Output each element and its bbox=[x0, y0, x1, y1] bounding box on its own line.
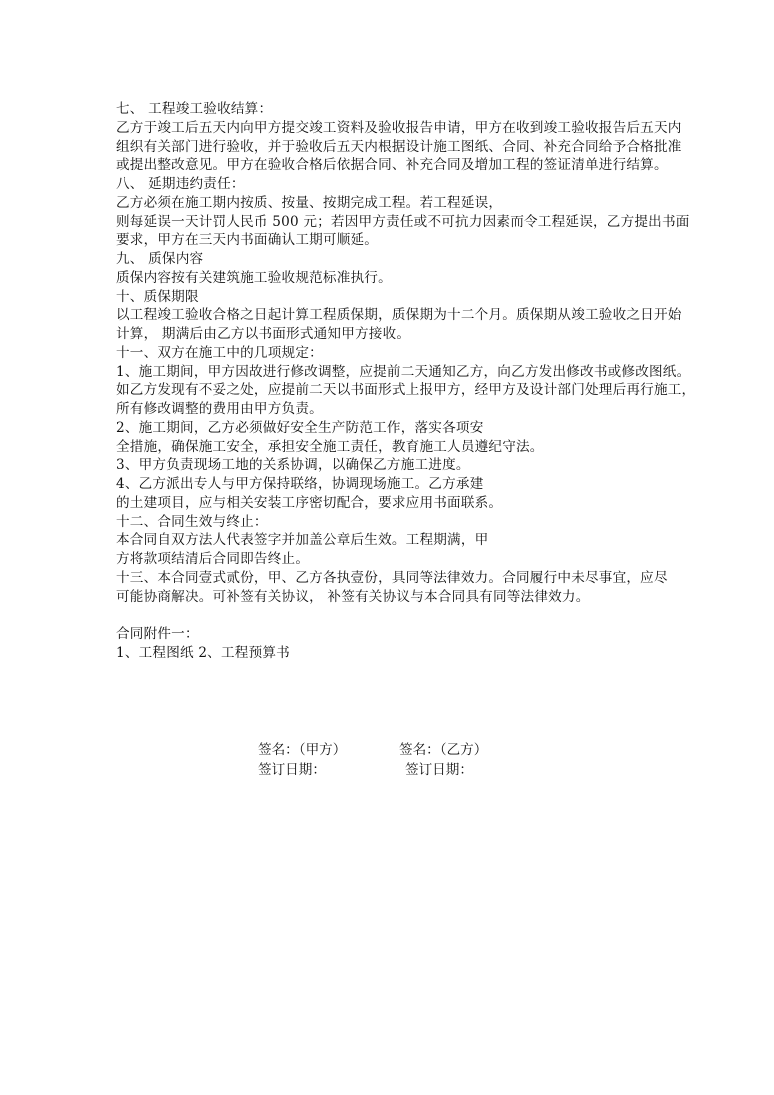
text-line: 以工程竣工验收合格之日起计算工程质保期，质保期为十二个月。质保期从竣工验收之日开始 bbox=[116, 307, 682, 324]
text-line: 十二、合同生效与终止： bbox=[116, 513, 268, 530]
text-line: 质保内容按有关建筑施工验收规范标准执行。 bbox=[116, 269, 392, 286]
text-line: 十一、双方在施工中的几项规定： bbox=[116, 344, 323, 361]
text-line: 方将款项结清后合同即告终止。 bbox=[116, 551, 310, 567]
text-line: 十、质保期限 bbox=[116, 288, 199, 305]
party-b-date-label: 签订日期： bbox=[405, 762, 473, 778]
text-line: 2、施工期间，乙方必须做好安全生产防范工作，落实各项安 bbox=[116, 419, 484, 436]
text-line: 1、施工期间，甲方因故进行修改调整，应提前二天通知乙方，向乙方发出修改书或修改图纸。 bbox=[116, 363, 691, 380]
text-line: 乙方必须在施工期内按质、按量、按期完成工程。若工程延误， bbox=[116, 194, 503, 211]
text-line: 所有修改调整的费用由甲方负责。 bbox=[116, 401, 323, 417]
text-line: 则每延误一天计罚人民币 500 元；若因甲方责任或不可抗力因素而令工程延误，乙方提出书面 bbox=[116, 213, 690, 230]
text-line: 3、甲方负责现场工地的关系协调，以确保乙方施工进度。 bbox=[116, 457, 470, 474]
party-a-date-label: 签订日期： bbox=[258, 762, 326, 778]
text-line: 八、 延期违约责任： bbox=[116, 176, 245, 192]
text-line: 1、工程图纸 2、工程预算书 bbox=[116, 644, 290, 661]
text-line: 七、 工程竣工验收结算： bbox=[116, 101, 273, 117]
text-line: 十三、本合同壹式贰份，甲、乙方各执壹份，具同等法律效力。合同履行中未尽事宜，应尽 bbox=[116, 569, 668, 586]
text-line: 全措施，确保施工安全，承担安全施工责任，教育施工人员遵纪守法。 bbox=[116, 438, 544, 455]
party-b-sign-label: 签名：（乙方） bbox=[399, 742, 488, 758]
text-line: 如乙方发现有不妥之处，应提前二天以书面形式上报甲方，经甲方及设计部门处理后再行施工， bbox=[116, 382, 696, 399]
text-line: 要求，甲方在三天内书面确认工期可顺延。 bbox=[116, 232, 379, 249]
text-line: 4、乙方派出专人与甲方保持联络，协调现场施工。乙方承建 bbox=[116, 476, 484, 492]
party-a-sign-label: 签名：（甲方） bbox=[258, 742, 347, 758]
text-line: 的土建项目，应与相关安装工序密切配合，要求应用书面联系。 bbox=[116, 494, 503, 511]
text-line: 组织有关部门进行验收，并于验收后五天内根据设计施工图纸、合同、补充合同给予合格批准 bbox=[116, 138, 682, 155]
text-line: 本合同自双方法人代表签字并加盖公章后生效。工程期满，甲 bbox=[116, 532, 489, 549]
text-line: 计算， 期满后由乙方以书面形式通知甲方接收。 bbox=[116, 326, 411, 342]
text-line: 可能协商解决。可补签有关协议， 补签有关协议与本合同具有同等法律效力。 bbox=[116, 588, 590, 605]
text-line: 乙方于竣工后五天内向甲方提交竣工资料及验收报告申请，甲方在收到竣工验收报告后五天内 bbox=[116, 119, 682, 136]
text-line: 合同附件一： bbox=[116, 626, 199, 642]
text-line: 九、 质保内容 bbox=[116, 251, 204, 267]
text-line: 或提出整改意见。甲方在验收合格后依据合同、补充合同及增加工程的签证清单进行结算。 bbox=[116, 157, 668, 174]
